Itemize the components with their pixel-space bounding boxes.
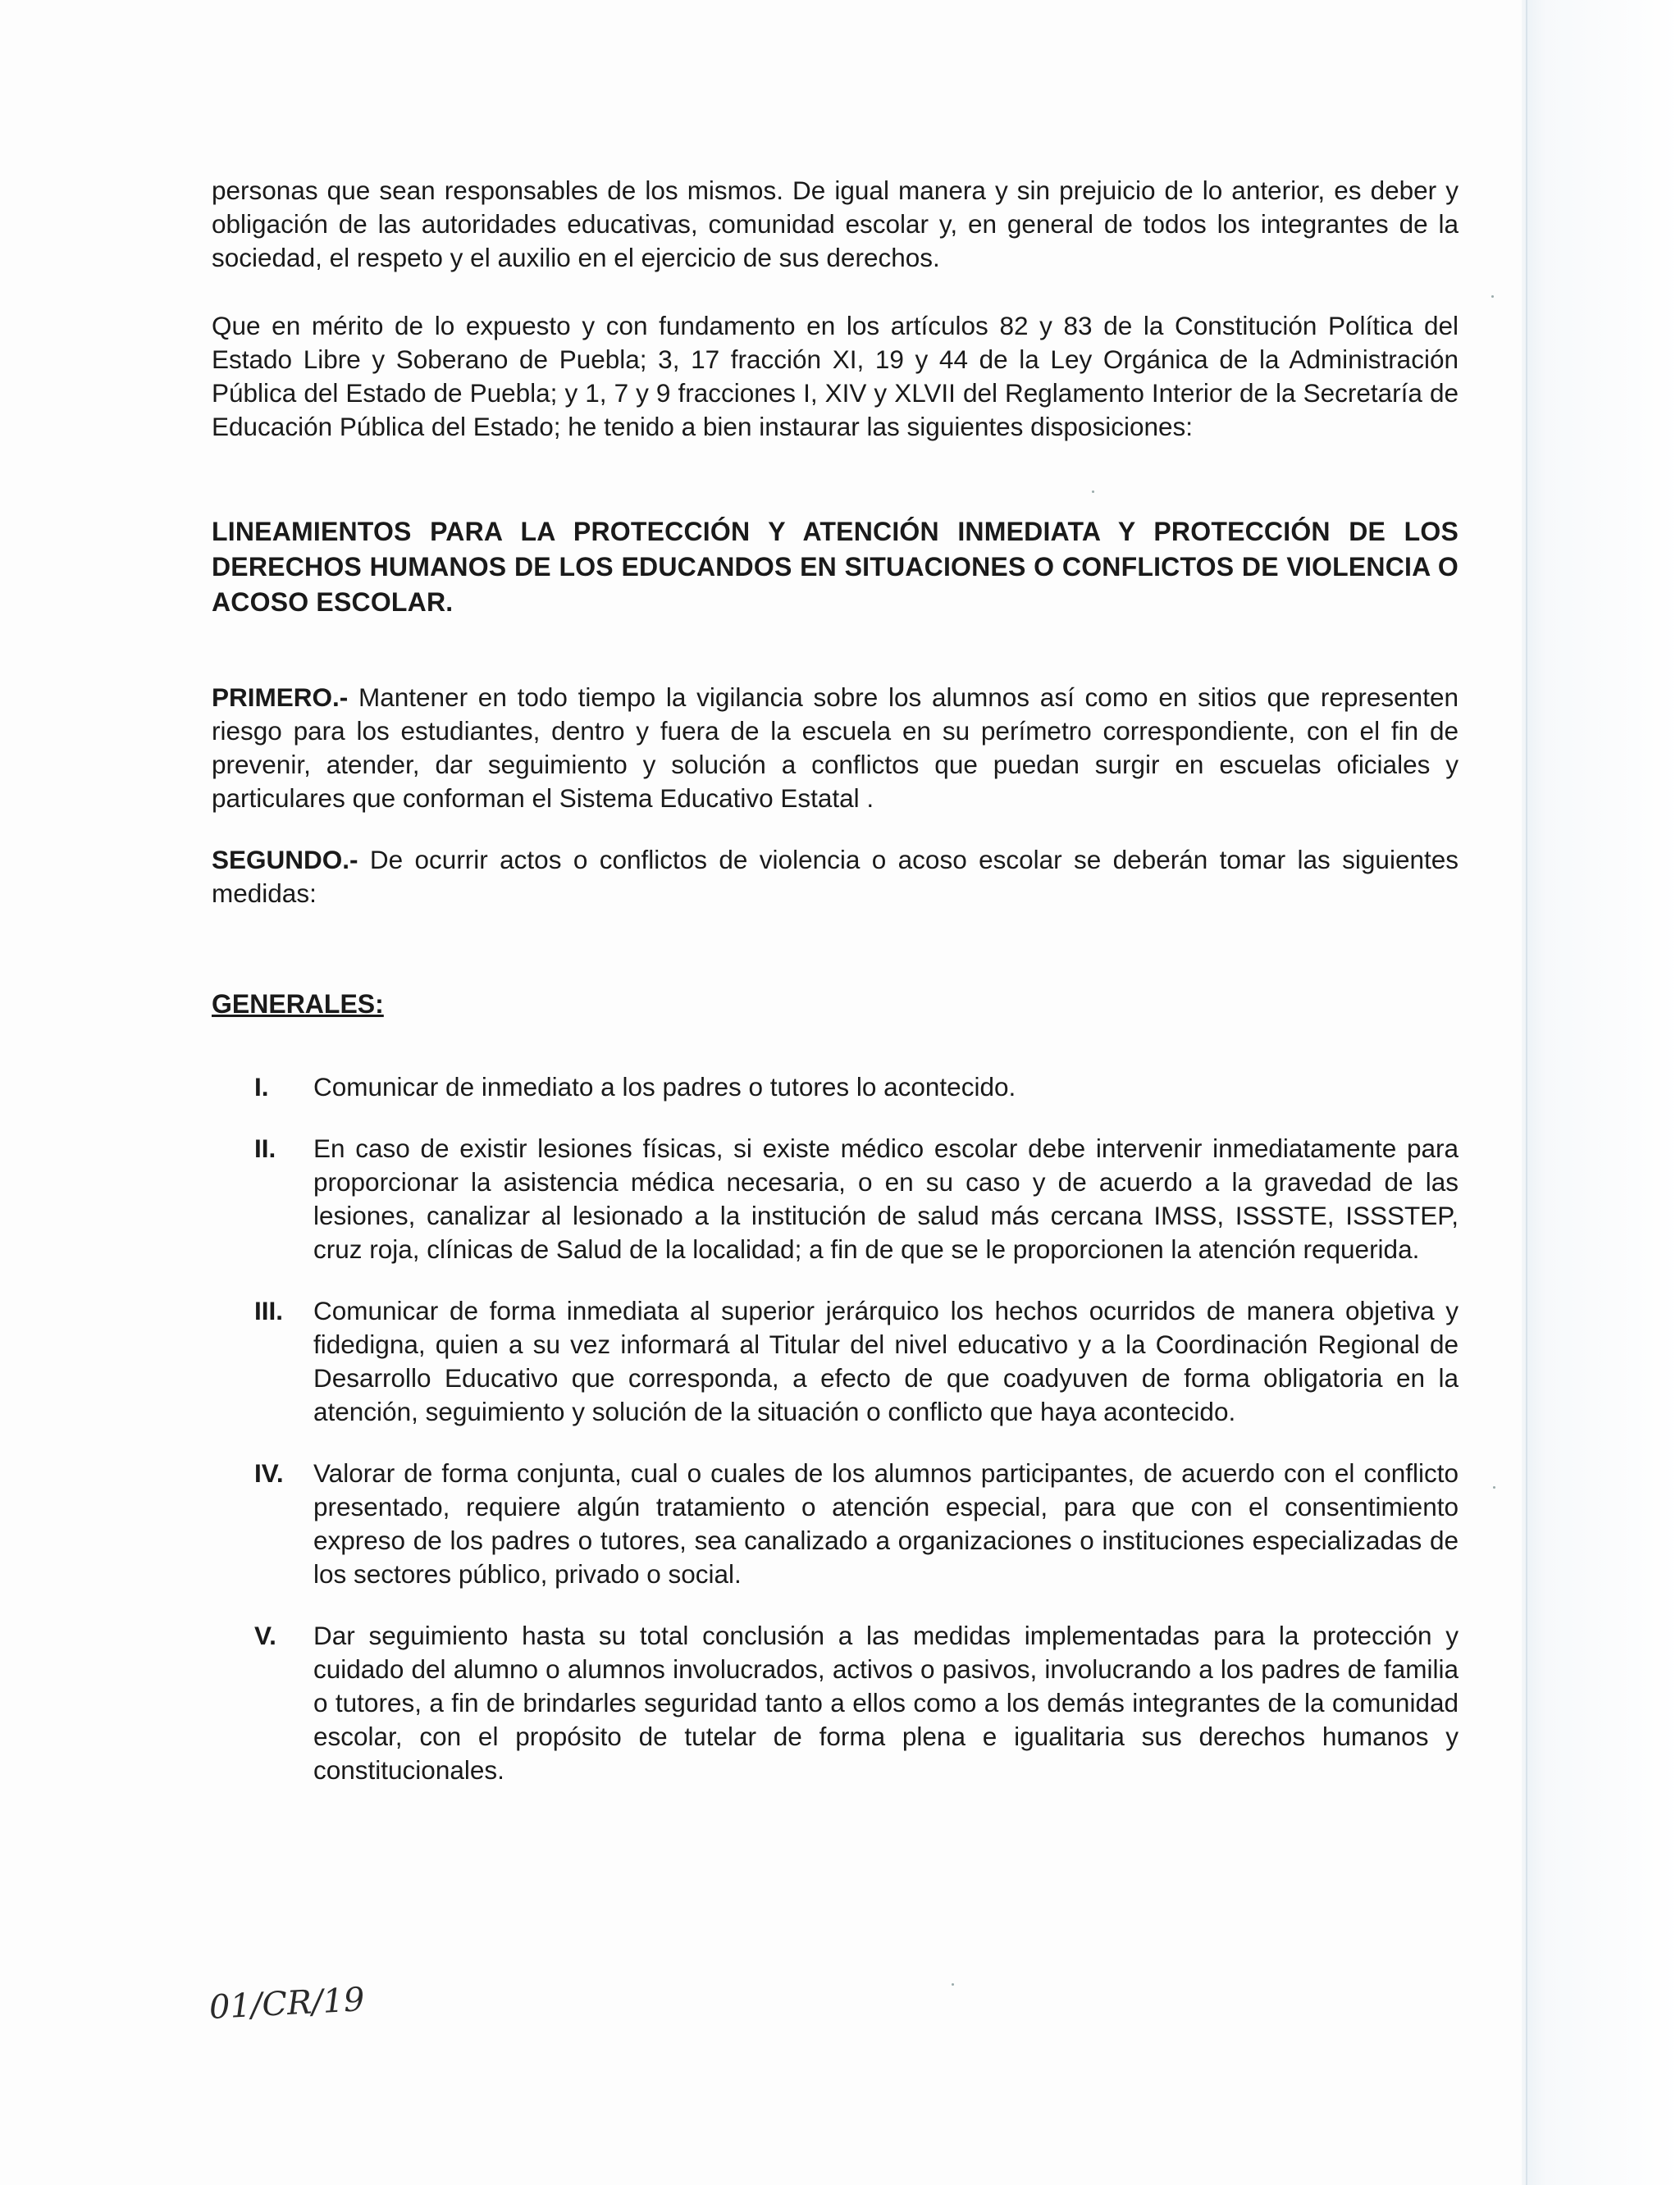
list-item-text: Valorar de forma conjunta, cual o cuales de los alumnos participantes, de acuerdo con el conflicto presentado, requiere algún tratamiento o atención especial, para que con el consentimiento expreso de los padres o tutores, sea canalizado a organizaciones o instituciones especializadas de los sectores público, privado o social. xyxy=(313,1458,1459,1589)
scan-speck xyxy=(1493,1486,1495,1489)
clause-primero xyxy=(212,681,1459,815)
list-item-number: V. xyxy=(254,1621,276,1650)
document-body xyxy=(212,174,1459,1815)
list-item xyxy=(212,1294,1459,1429)
scan-edge-line xyxy=(1526,0,1527,2185)
document-title: LINEAMIENTOS PARA LA PROTECCIÓN Y ATENCIÓN INMEDIATA Y PROTECCIÓN DE LOS DERECHOS HUMANOS DE LOS EDUCANDOS EN SITUACIONES O CONFLICTOS DE VIOLENCIA O ACOSO ESCOLAR. xyxy=(212,517,1459,617)
list-item-number: III. xyxy=(254,1296,284,1325)
paragraph-continuation: personas que sean responsables de los mismos. De igual manera y sin prejuicio de lo anterior, es deber y obligación de las autoridades educativas, comunidad escolar y, en general de todos los integrantes de la sociedad, el respeto y el auxilio en el ejercicio de sus derechos. xyxy=(212,176,1459,272)
clause-primero-lead: PRIMERO.- xyxy=(212,682,349,712)
clause-segundo-text: De ocurrir actos o conflictos de violencia o acoso escolar se deberán tomar las siguientes medidas: xyxy=(212,845,1459,908)
list-item-text: Comunicar de inmediato a los padres o tutores lo acontecido. xyxy=(313,1072,1016,1102)
handwritten-reference-note: 01/CR/19 xyxy=(208,1981,366,2027)
paragraph-legal-basis: Que en mérito de lo expuesto y con fundamento en los artículos 82 y 83 de la Constitución Política del Estado Libre y Soberano de Puebla; 3, 17 fracción XI, 19 y 44 de la Ley Orgánica de la Administración Pública del Estado de Puebla; y 1, 7 y 9 fracciones I, XIV y XLVII del Reglamento Interior de la Secretaría de Educación Pública del Estado; he tenido a bien instaurar las siguientes disposiciones: xyxy=(212,311,1459,441)
list-item xyxy=(212,1457,1459,1591)
scan-speck xyxy=(952,1983,954,1986)
list-item xyxy=(212,1070,1459,1104)
list-item-text: Comunicar de forma inmediata al superior jerárquico los hechos ocurridos de manera objetiva y fidedigna, quien a su vez informará al Titular del nivel educativo y a la Coordinación Regional de Desarrollo Educativo que corresponda, a efecto de que coadyuven de forma obligatoria en la atención, seguimiento y solución de la situación o conflicto que haya acontecido. xyxy=(313,1296,1459,1426)
scan-speck xyxy=(1092,490,1094,493)
list-item-text: Dar seguimiento hasta su total conclusión a las medidas implementadas para la protección y cuidado del alumno o alumnos involucrados, activos o pasivos, involucrando a los padres de familia o tutores, a fin de brindarles seguridad tanto a ellos como a los demás integrantes de la comunidad escolar, con el propósito de tutelar de forma plena e igualitaria sus derechos humanos y constitucionales. xyxy=(313,1621,1459,1785)
clause-primero-text: Mantener en todo tiempo la vigilancia sobre los alumnos así como en sitios que representen riesgo para los estudiantes, dentro y fuera de la escuela en su perímetro correspondiente, con el fin de prevenir, atender, dar seguimiento y solución a conflictos que puedan surgir en escuelas oficiales y particulares que conforman el Sistema Educativo Estatal . xyxy=(212,682,1459,813)
scan-edge-shadow xyxy=(1522,0,1680,2185)
list-item-text: En caso de existir lesiones físicas, si existe médico escolar debe intervenir inmediatamente para proporcionar la asistencia médica necesaria, o en su caso y de acuerdo a la gravedad de las lesiones, canalizar al lesionado a la institución de salud más cercana IMSS, ISSSTE, ISSSTEP, cruz roja, clínicas de Salud de la localidad; a fin de que se le proporcionen la atención requerida. xyxy=(313,1134,1459,1264)
list-item xyxy=(212,1132,1459,1266)
section-heading-generales: GENERALES: xyxy=(212,989,384,1019)
clause-segundo xyxy=(212,843,1459,910)
list-item-number: IV. xyxy=(254,1458,284,1488)
list-item-number: I. xyxy=(254,1072,269,1102)
list-item-number: II. xyxy=(254,1134,276,1163)
scan-speck xyxy=(1491,295,1494,298)
list-item xyxy=(212,1619,1459,1787)
clause-segundo-lead: SEGUNDO.- xyxy=(212,845,358,874)
